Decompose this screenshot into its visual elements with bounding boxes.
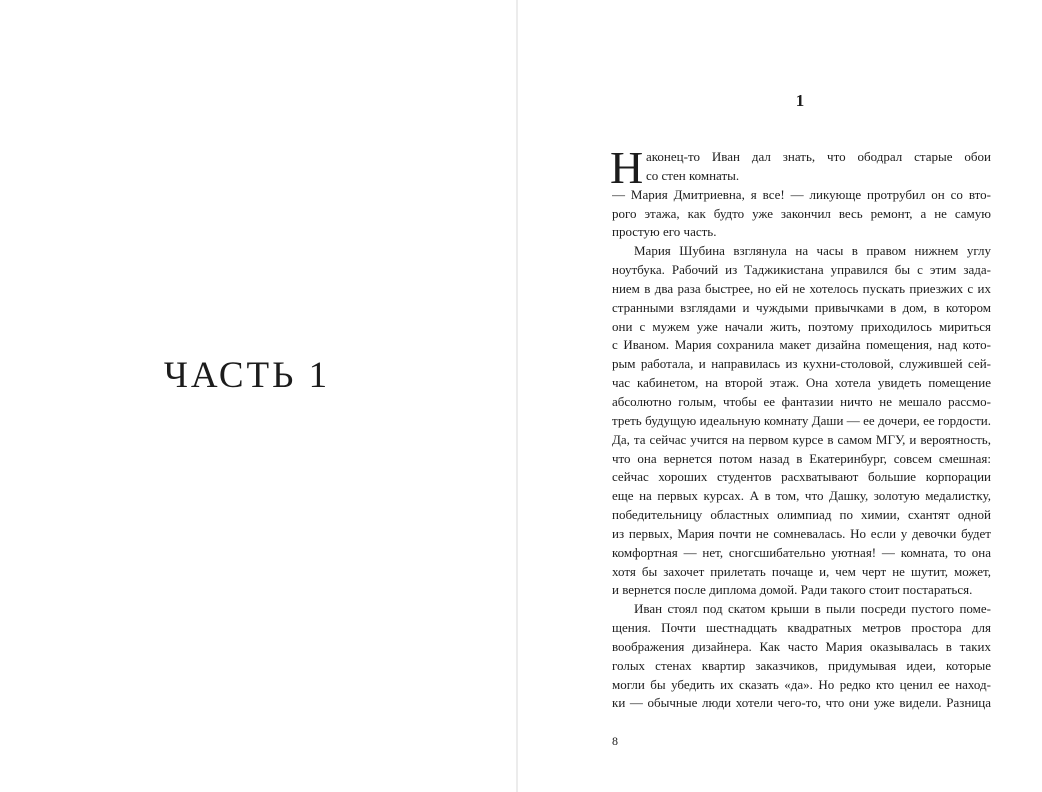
text-line: победительницу областных олимпиад по химии, схантят одной (612, 507, 991, 523)
text-line: и вернется после диплома домой. Ради такого стоит постараться. (612, 582, 973, 598)
text-line: Да, та сейчас учится на первом курсе в самом МГУ, и вероятность, (612, 431, 991, 447)
text-line: что она вернется потом назад в Екатеринбург, совсем смешная: (612, 450, 991, 466)
text-line: щения. Почти шестнадцать квадратных метров простора для (612, 620, 991, 636)
text-line: с Иваном. Мария сохранила макет дизайна помещения, над кото- (612, 337, 991, 353)
text-line: нием в два раза быстрее, но ей не хотелось пускать приезжих с их (612, 280, 991, 296)
text-line: сейчас хороших студентов расхватывают большие корпорации (612, 469, 991, 485)
right-page (518, 0, 1042, 792)
text-line: комфортная — нет, сногсшибательно уютная! — комната, то она (612, 544, 991, 560)
text-line: час кабинетом, на второй этаж. Она хотела увидеть помещение (612, 375, 991, 391)
text-line: еще на первых курсах. А в том, что Дашку, золотую медалистку, (612, 488, 991, 504)
text-line: могли бы убедить их сказать «да». Но редко кто ценил ее наход- (612, 676, 991, 692)
text-line: рым работала, и направилась из кухни-столовой, служившей сей- (612, 356, 991, 372)
text-line: из первых, Мария почти не сомневалась. Но если у девочки будет (612, 525, 991, 541)
drop-cap: Н (610, 142, 644, 193)
text-line: они с мужем уже начали жить, поэтому приходилось мириться (612, 318, 991, 334)
text-line: голых стенах квартир заказчиков, придумывая идеи, которые (612, 657, 991, 673)
text-line: Иван стоял под скатом крыши в пыли посреди пустого поме- (634, 601, 991, 617)
text-line: аконец-то Иван дал знать, что ободрал старые обои (646, 149, 991, 164)
text-line: ноутбука. Рабочий из Таджикистана управился бы с этим зада- (612, 262, 991, 278)
text-line: треть будущую идеальную комнату Даши — ее дочери, ее гордости. (612, 412, 991, 428)
page-number: 8 (612, 734, 618, 748)
text-line: рого этажа, как будто уже закончил весь ремонт, а не самую (612, 205, 991, 221)
left-page (0, 0, 516, 792)
text-line: простую его часть. (612, 224, 717, 240)
part-title: ЧАСТЬ 1 (163, 355, 331, 396)
text-line: воображения дизайнера. Как часто Мария оказывалась в таких (612, 638, 991, 654)
text-line: Мария Шубина взглянула на часы в правом нижнем углу (634, 243, 991, 259)
chapter-text (610, 142, 991, 713)
chapter-number: 1 (795, 91, 805, 110)
text-line: странными взглядами и чуждыми привычками в дом, в котором (612, 299, 991, 315)
text-line: со стен комнаты. (646, 167, 740, 183)
text-line: абсолютно голым, чтобы ее фантазии ничто не мешало рассмо- (612, 393, 991, 409)
text-line: — Мария Дмитриевна, я все! — ликующе протрубил он со вто- (612, 186, 991, 202)
text-line: хотя бы захочет прилетать почаще и, чем черт не шутит, может, (612, 563, 991, 579)
text-line: ки — обычные люди хотели чего-то, что они уже видели. Разница (612, 695, 991, 711)
